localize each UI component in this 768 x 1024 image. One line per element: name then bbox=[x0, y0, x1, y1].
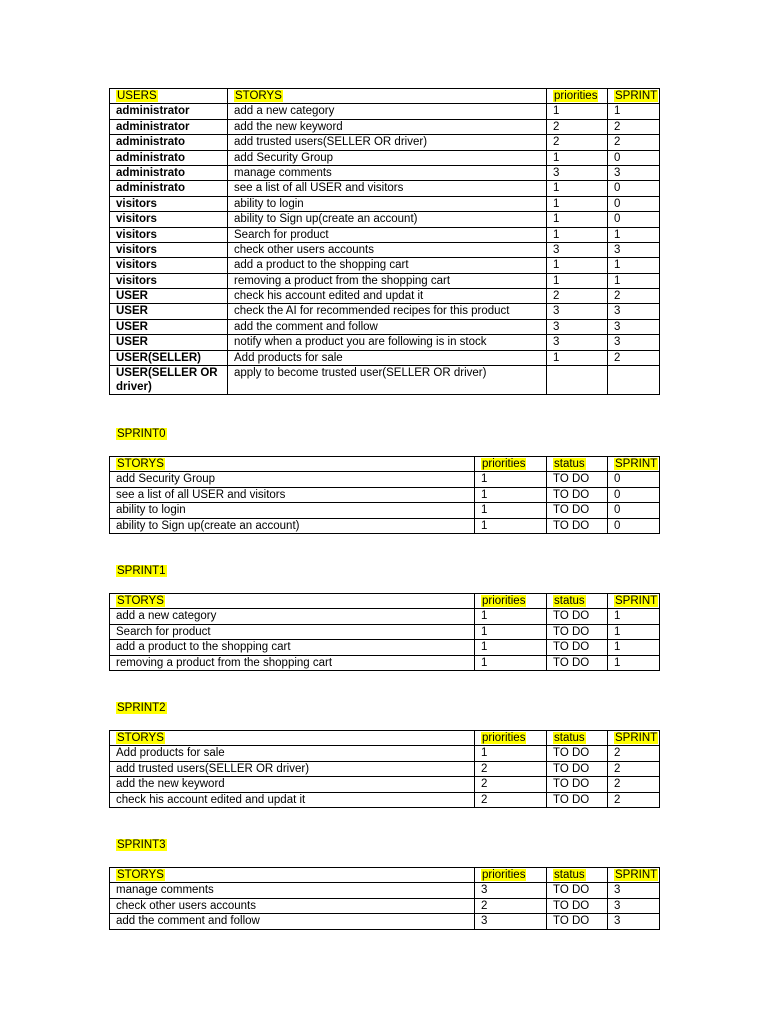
user-role-cell: visitors bbox=[110, 212, 228, 227]
header-row bbox=[110, 594, 660, 609]
story-cell: add a product to the shopping cart bbox=[110, 640, 475, 655]
story-cell: add a new category bbox=[110, 609, 475, 624]
user-role-cell: administrator bbox=[110, 104, 228, 119]
story-cell: add the new keyword bbox=[110, 777, 475, 792]
status-cell: TO DO bbox=[547, 914, 608, 929]
priority-cell: 2 bbox=[475, 777, 547, 792]
table-row bbox=[110, 319, 660, 334]
priority-cell: 2 bbox=[475, 898, 547, 913]
header-priorities: priorities bbox=[475, 457, 547, 472]
table-row bbox=[110, 472, 660, 487]
table-row bbox=[110, 746, 660, 761]
story-cell: manage comments bbox=[110, 883, 475, 898]
story-cell: ability to Sign up(create an account) bbox=[110, 518, 475, 533]
sprint-cell: 2 bbox=[608, 792, 660, 807]
story-cell: ability to login bbox=[228, 196, 547, 211]
priority-cell: 1 bbox=[547, 181, 608, 196]
table-row bbox=[110, 487, 660, 502]
story-cell: add Security Group bbox=[110, 472, 475, 487]
story-cell: check his account edited and updat it bbox=[110, 792, 475, 807]
table-row bbox=[110, 135, 660, 150]
status-cell: TO DO bbox=[547, 655, 608, 670]
header-sprint: SPRINT bbox=[608, 457, 660, 472]
table-row bbox=[110, 181, 660, 196]
status-cell: TO DO bbox=[547, 640, 608, 655]
sprint-cell: 1 bbox=[608, 258, 660, 273]
priority-cell: 2 bbox=[547, 135, 608, 150]
sprint-cell: 1 bbox=[608, 624, 660, 639]
header-status: status bbox=[547, 731, 608, 746]
header-sprint: SPRINT bbox=[608, 594, 660, 609]
table-row bbox=[110, 655, 660, 670]
priority-cell: 1 bbox=[475, 624, 547, 639]
table-row bbox=[110, 258, 660, 273]
story-cell: check other users accounts bbox=[228, 242, 547, 257]
status-cell: TO DO bbox=[547, 792, 608, 807]
priority-cell: 1 bbox=[475, 503, 547, 518]
sprint-cell: 3 bbox=[608, 335, 660, 350]
sprint-cell: 0 bbox=[608, 181, 660, 196]
sprint-cell: 0 bbox=[608, 212, 660, 227]
priority-cell: 1 bbox=[475, 487, 547, 502]
table-row bbox=[110, 242, 660, 257]
sprint-cell: 0 bbox=[608, 150, 660, 165]
sprint-cell: 3 bbox=[608, 242, 660, 257]
sprint-cell: 0 bbox=[608, 518, 660, 533]
story-cell: see a list of all USER and visitors bbox=[228, 181, 547, 196]
priority-cell: 3 bbox=[547, 335, 608, 350]
priority-cell: 2 bbox=[547, 289, 608, 304]
story-cell: ability to Sign up(create an account) bbox=[228, 212, 547, 227]
priority-cell: 3 bbox=[475, 883, 547, 898]
header-storys: STORYS bbox=[110, 868, 475, 883]
priority-cell: 3 bbox=[547, 319, 608, 334]
table-row bbox=[110, 165, 660, 180]
status-cell: TO DO bbox=[547, 777, 608, 792]
story-cell: add the new keyword bbox=[228, 119, 547, 134]
sprint-title-label: SPRINT2 bbox=[117, 702, 166, 714]
user-role-cell: administrator bbox=[110, 119, 228, 134]
user-role-cell: administrato bbox=[110, 150, 228, 165]
priority-cell: 1 bbox=[475, 609, 547, 624]
priority-cell: 3 bbox=[475, 914, 547, 929]
user-role-cell: USER bbox=[110, 319, 228, 334]
user-role-cell: visitors bbox=[110, 273, 228, 288]
sprint-cell: 1 bbox=[608, 640, 660, 655]
header-storys: STORYS bbox=[228, 89, 547, 104]
header-status: status bbox=[547, 868, 608, 883]
header-status: status bbox=[547, 457, 608, 472]
priority-cell: 3 bbox=[547, 165, 608, 180]
header-row bbox=[110, 89, 660, 104]
table-row bbox=[110, 366, 660, 395]
sprint-title bbox=[116, 564, 167, 578]
priority-cell: 1 bbox=[547, 273, 608, 288]
header-row bbox=[110, 868, 660, 883]
table-row bbox=[110, 150, 660, 165]
table-row bbox=[110, 350, 660, 365]
sprint-table bbox=[109, 730, 660, 808]
story-cell: ability to login bbox=[110, 503, 475, 518]
priority-cell: 1 bbox=[547, 258, 608, 273]
priority-cell: 1 bbox=[475, 640, 547, 655]
status-cell: TO DO bbox=[547, 746, 608, 761]
sprint-cell: 2 bbox=[608, 761, 660, 776]
sprint-title-label: SPRINT1 bbox=[117, 565, 166, 577]
sprint-cell: 1 bbox=[608, 655, 660, 670]
user-role-cell: visitors bbox=[110, 242, 228, 257]
table-row bbox=[110, 119, 660, 134]
priority-cell: 1 bbox=[547, 212, 608, 227]
header-priorities: priorities bbox=[475, 594, 547, 609]
sprint-cell: 2 bbox=[608, 350, 660, 365]
sprint-cell: 1 bbox=[608, 227, 660, 242]
priority-cell: 1 bbox=[547, 350, 608, 365]
sprint-table bbox=[109, 867, 660, 930]
story-cell: add a new category bbox=[228, 104, 547, 119]
header-priorities: priorities bbox=[547, 89, 608, 104]
sprint-table bbox=[109, 593, 660, 671]
story-cell: apply to become trusted user(SELLER OR driver) bbox=[228, 366, 547, 395]
table-row bbox=[110, 624, 660, 639]
user-role-cell: USER bbox=[110, 289, 228, 304]
table-row bbox=[110, 518, 660, 533]
header-sprint: SPRINT bbox=[608, 868, 660, 883]
user-role-cell: visitors bbox=[110, 227, 228, 242]
sprint-cell: 1 bbox=[608, 273, 660, 288]
status-cell: TO DO bbox=[547, 472, 608, 487]
story-cell: removing a product from the shopping cart bbox=[110, 655, 475, 670]
story-cell: add the comment and follow bbox=[110, 914, 475, 929]
header-priorities: priorities bbox=[475, 731, 547, 746]
status-cell: TO DO bbox=[547, 883, 608, 898]
status-cell: TO DO bbox=[547, 503, 608, 518]
table-row bbox=[110, 273, 660, 288]
sprint-cell: 3 bbox=[608, 898, 660, 913]
header-storys: STORYS bbox=[110, 731, 475, 746]
header-priorities: priorities bbox=[475, 868, 547, 883]
story-cell: Search for product bbox=[110, 624, 475, 639]
user-stories-table bbox=[109, 88, 660, 395]
sprint-cell: 3 bbox=[608, 914, 660, 929]
header-storys: STORYS bbox=[110, 594, 475, 609]
sprint-cell: 2 bbox=[608, 777, 660, 792]
table-row bbox=[110, 792, 660, 807]
table-row bbox=[110, 335, 660, 350]
user-role-cell: USER(SELLER OR driver) bbox=[110, 366, 228, 395]
sprint-cell: 0 bbox=[608, 472, 660, 487]
sprint-cell: 3 bbox=[608, 319, 660, 334]
sprint-cell: 3 bbox=[608, 304, 660, 319]
header-sprint: SPRINT bbox=[608, 89, 660, 104]
story-cell: Add products for sale bbox=[110, 746, 475, 761]
user-role-cell: visitors bbox=[110, 196, 228, 211]
sprint-cell: 2 bbox=[608, 119, 660, 134]
status-cell: TO DO bbox=[547, 609, 608, 624]
header-row bbox=[110, 731, 660, 746]
sprint-cell: 3 bbox=[608, 165, 660, 180]
table-row bbox=[110, 289, 660, 304]
table-row bbox=[110, 761, 660, 776]
story-cell: add trusted users(SELLER OR driver) bbox=[228, 135, 547, 150]
sprint-cell: 2 bbox=[608, 746, 660, 761]
user-role-cell: USER(SELLER) bbox=[110, 350, 228, 365]
sprint-cell: 1 bbox=[608, 104, 660, 119]
table-row bbox=[110, 914, 660, 929]
header-sprint: SPRINT bbox=[608, 731, 660, 746]
story-cell: check the AI for recommended recipes for this product bbox=[228, 304, 547, 319]
sprint-cell bbox=[608, 366, 660, 395]
priority-cell: 1 bbox=[547, 104, 608, 119]
status-cell: TO DO bbox=[547, 518, 608, 533]
table-row bbox=[110, 503, 660, 518]
sprint-table bbox=[109, 456, 660, 534]
sprint-cell: 3 bbox=[608, 883, 660, 898]
story-cell: check his account edited and updat it bbox=[228, 289, 547, 304]
header-row bbox=[110, 457, 660, 472]
user-role-cell: administrato bbox=[110, 181, 228, 196]
user-role-cell: administrato bbox=[110, 165, 228, 180]
status-cell: TO DO bbox=[547, 761, 608, 776]
priority-cell: 1 bbox=[475, 655, 547, 670]
sprint-title-label: SPRINT3 bbox=[117, 839, 166, 851]
sprint-cell: 1 bbox=[608, 609, 660, 624]
status-cell: TO DO bbox=[547, 487, 608, 502]
story-cell: removing a product from the shopping cart bbox=[228, 273, 547, 288]
sprint-title bbox=[116, 701, 167, 715]
sprint-cell: 0 bbox=[608, 196, 660, 211]
table-row bbox=[110, 777, 660, 792]
priority-cell: 3 bbox=[547, 242, 608, 257]
user-role-cell: USER bbox=[110, 304, 228, 319]
table-row bbox=[110, 304, 660, 319]
priority-cell: 3 bbox=[547, 304, 608, 319]
sprint-cell: 0 bbox=[608, 487, 660, 502]
priority-cell: 2 bbox=[475, 761, 547, 776]
table-row bbox=[110, 227, 660, 242]
story-cell: see a list of all USER and visitors bbox=[110, 487, 475, 502]
user-role-cell: visitors bbox=[110, 258, 228, 273]
story-cell: add the comment and follow bbox=[228, 319, 547, 334]
table-row bbox=[110, 104, 660, 119]
priority-cell: 2 bbox=[475, 792, 547, 807]
status-cell: TO DO bbox=[547, 898, 608, 913]
sprint-cell: 2 bbox=[608, 289, 660, 304]
story-cell: check other users accounts bbox=[110, 898, 475, 913]
user-role-cell: USER bbox=[110, 335, 228, 350]
priority-cell: 1 bbox=[475, 472, 547, 487]
priority-cell: 1 bbox=[547, 196, 608, 211]
priority-cell: 1 bbox=[547, 227, 608, 242]
priority-cell: 2 bbox=[547, 119, 608, 134]
priority-cell bbox=[547, 366, 608, 395]
table-row bbox=[110, 212, 660, 227]
table-row bbox=[110, 883, 660, 898]
sprint-cell: 0 bbox=[608, 503, 660, 518]
priority-cell: 1 bbox=[547, 150, 608, 165]
priority-cell: 1 bbox=[475, 518, 547, 533]
story-cell: notify when a product you are following is in stock bbox=[228, 335, 547, 350]
sprint-title bbox=[116, 427, 167, 441]
sprint-title-label: SPRINT0 bbox=[117, 428, 166, 440]
table-row bbox=[110, 640, 660, 655]
sprint-cell: 2 bbox=[608, 135, 660, 150]
table-row bbox=[110, 196, 660, 211]
sprint-title bbox=[116, 838, 167, 852]
header-status: status bbox=[547, 594, 608, 609]
story-cell: add a product to the shopping cart bbox=[228, 258, 547, 273]
status-cell: TO DO bbox=[547, 624, 608, 639]
story-cell: Search for product bbox=[228, 227, 547, 242]
story-cell: add trusted users(SELLER OR driver) bbox=[110, 761, 475, 776]
story-cell: add Security Group bbox=[228, 150, 547, 165]
story-cell: manage comments bbox=[228, 165, 547, 180]
story-cell: Add products for sale bbox=[228, 350, 547, 365]
table-row bbox=[110, 609, 660, 624]
table-row bbox=[110, 898, 660, 913]
header-storys: STORYS bbox=[110, 457, 475, 472]
priority-cell: 1 bbox=[475, 746, 547, 761]
user-role-cell: administrato bbox=[110, 135, 228, 150]
header-users: USERS bbox=[110, 89, 228, 104]
